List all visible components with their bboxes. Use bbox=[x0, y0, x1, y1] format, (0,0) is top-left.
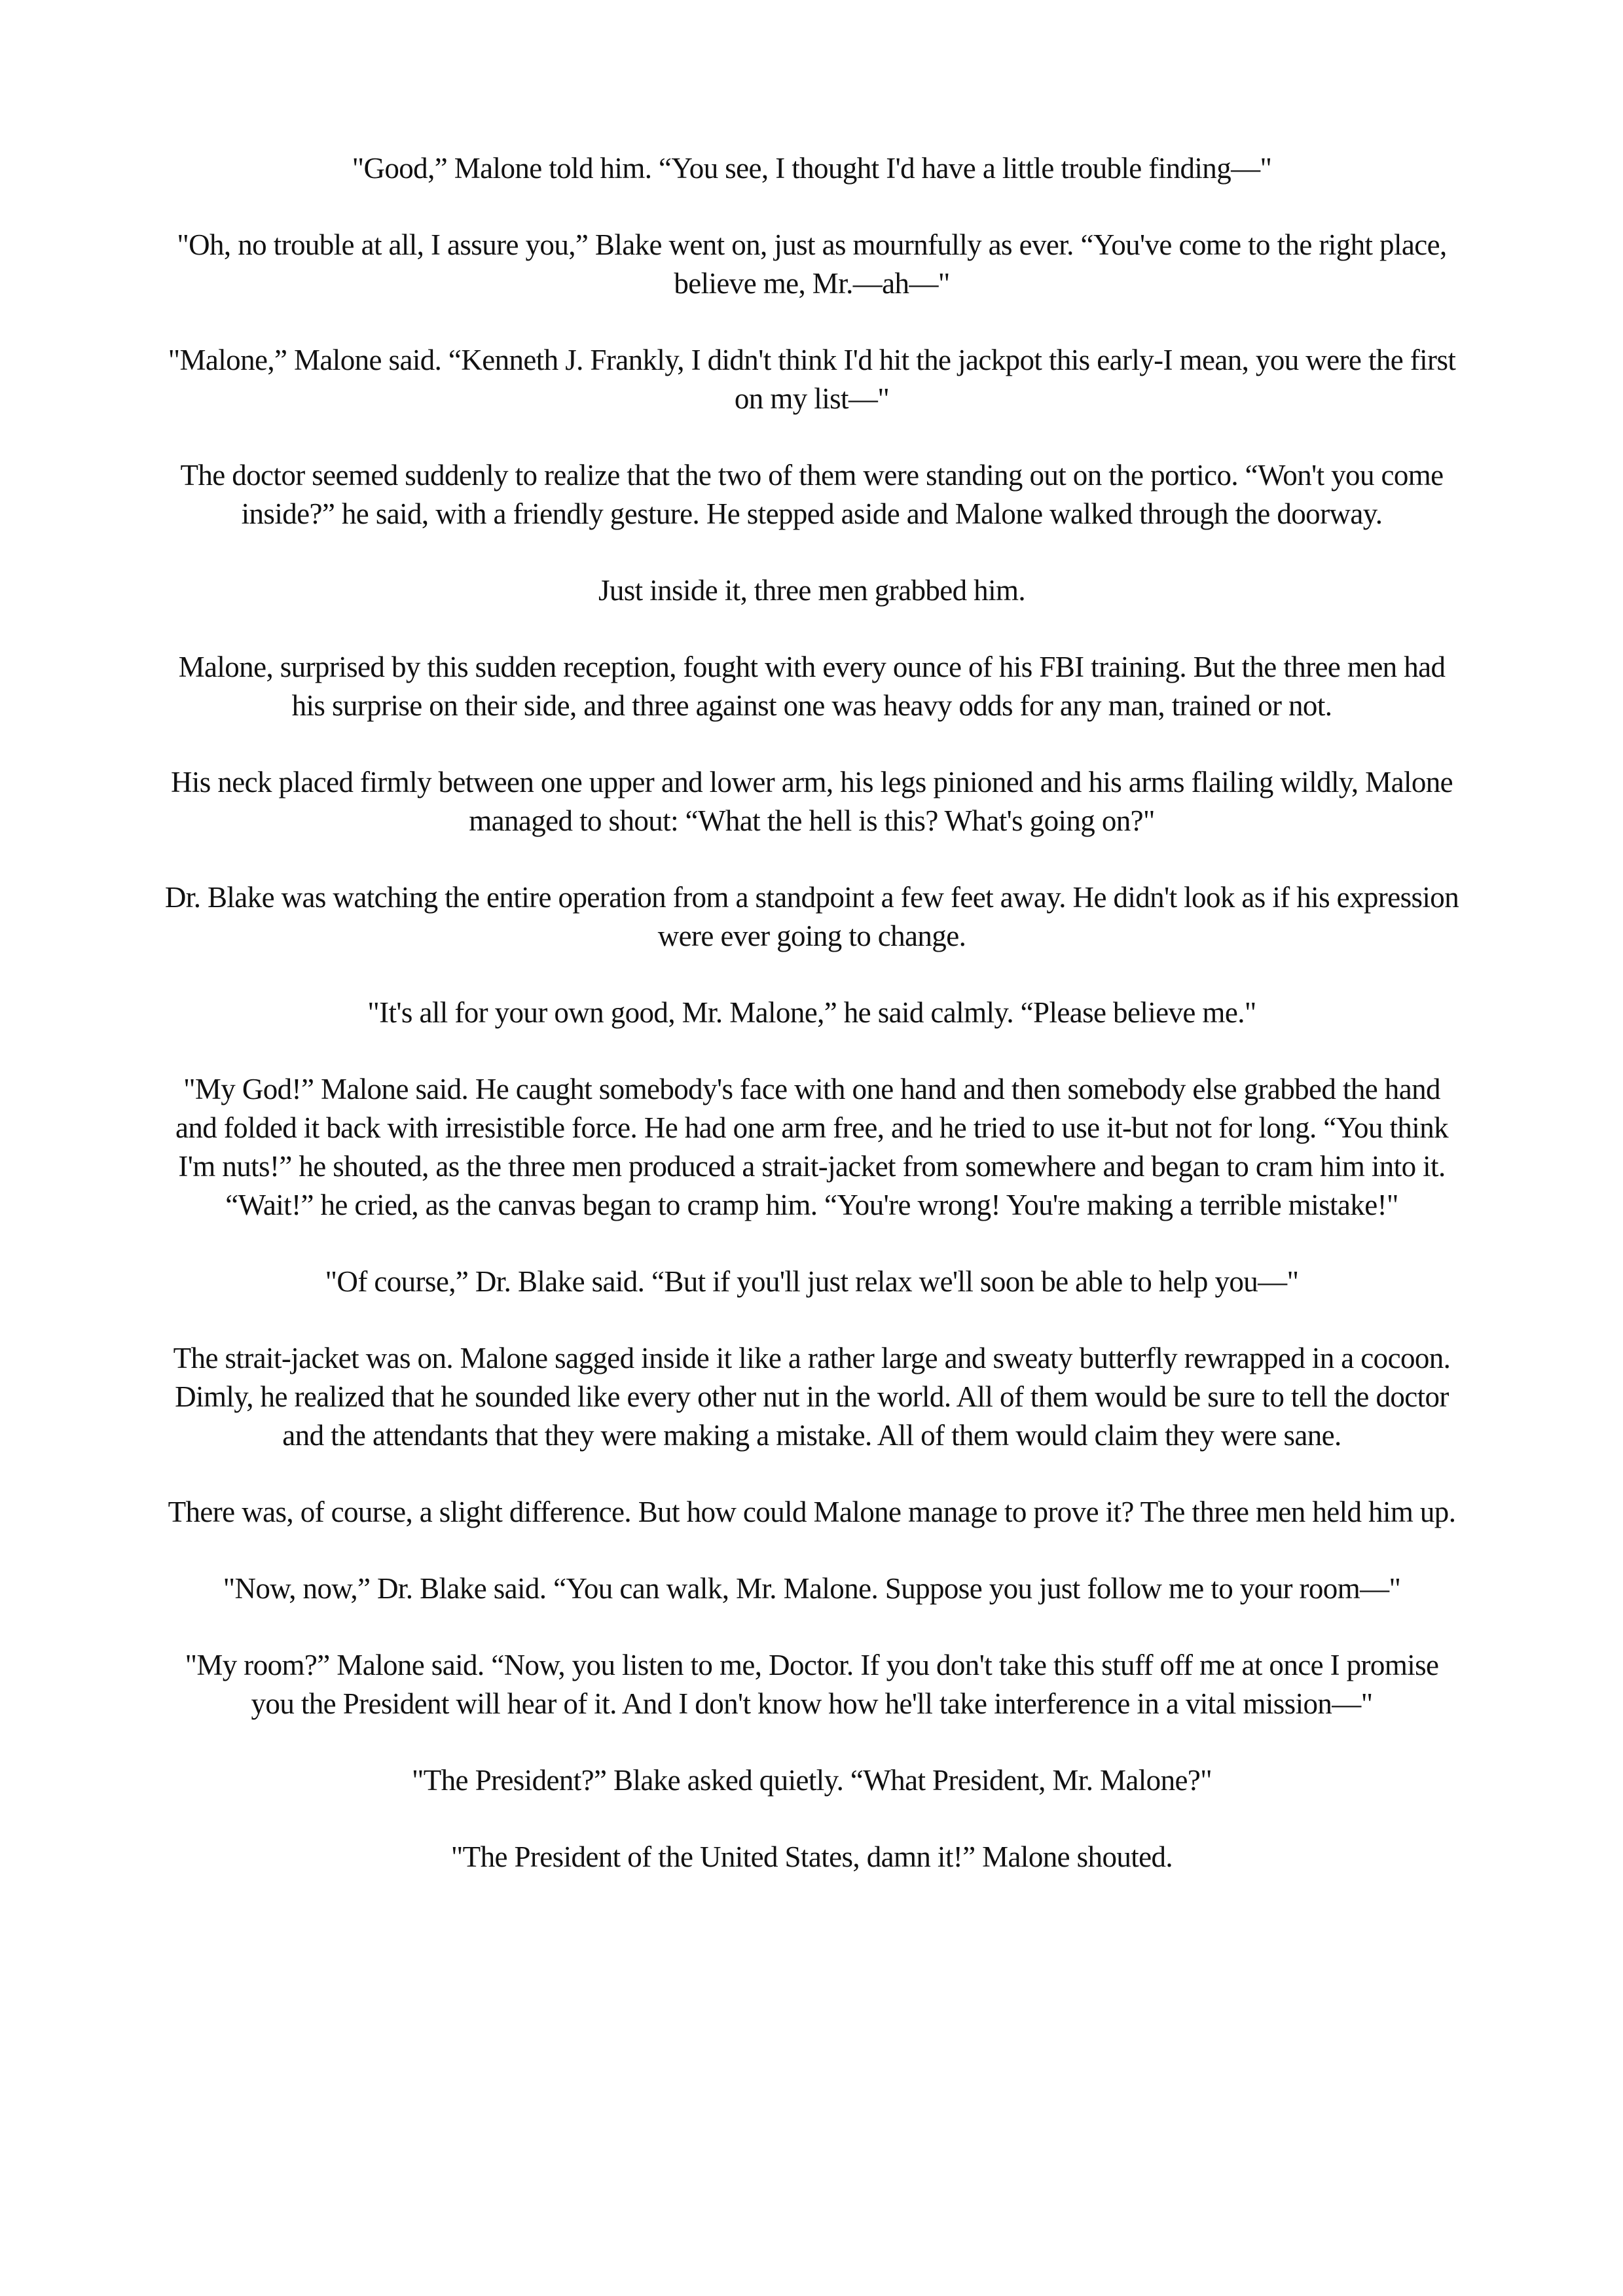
paragraph: His neck placed firmly between one upper and lower arm, his legs pinioned and his arms flailing wildly, Malone managed to shout: “What the hell is this? What's going on?" bbox=[170, 766, 1453, 837]
paragraph: "The President of the United States, damn it!” Malone shouted. bbox=[450, 1840, 1173, 1873]
paragraph: "It's all for your own good, Mr. Malone,” he said calmly. “Please believe me." bbox=[367, 996, 1256, 1029]
paragraph: "The President?” Blake asked quietly. “What President, Mr. Malone?" bbox=[412, 1764, 1212, 1797]
paragraph: "Of course,” Dr. Blake said. “But if you'll just relax we'll soon be able to help you—" bbox=[325, 1265, 1299, 1298]
paragraph: Dr. Blake was watching the entire operation from a standpoint a few feet away. He didn't look as if his expression were ever going to change. bbox=[164, 881, 1459, 952]
paragraph: There was, of course, a slight difference. But how could Malone manage to prove it? The three men held him up. bbox=[168, 1496, 1456, 1528]
paragraph: The strait-jacket was on. Malone sagged inside it like a rather large and sweaty butterfly rewrapped in a cocoon. Dimly, he realized that he sounded like every other nut in the world. All of them would be sure to tell the doctor and the attendants that they were making a mistake. All of them would claim they were sane. bbox=[173, 1342, 1451, 1452]
paragraph: "Now, now,” Dr. Blake said. “You can walk, Mr. Malone. Suppose you just follow me to your room—" bbox=[223, 1572, 1401, 1605]
paragraph: "My God!” Malone said. He caught somebody's face with one hand and then somebody else grabbed the hand and folded it back with irresistible force. He had one arm free, and he tried to use it-but not for long. “You think I'm nuts!” he shouted, as the three men produced a strait-jacket from somewhere and began to cram him into it. “Wait!” he cried, as the canvas began to cramp him. “You're wrong! You're making a terrible mistake!" bbox=[175, 1073, 1449, 1221]
paragraph: "Malone,” Malone said. “Kenneth J. Frankly, I didn't think I'd hit the jackpot this early-I mean, you were the first on my list—" bbox=[168, 344, 1456, 415]
paragraph: Malone, surprised by this sudden reception, fought with every ounce of his FBI training. But the three men had his surprise on their side, and three against one was heavy odds for any man, trained or not. bbox=[178, 651, 1446, 722]
paragraph: "Good,” Malone told him. “You see, I thought I'd have a little trouble finding—" bbox=[352, 152, 1272, 185]
document-body bbox=[164, 149, 1460, 1914]
paragraph: Just inside it, three men grabbed him. bbox=[598, 574, 1026, 607]
paragraph: "Oh, no trouble at all, I assure you,” Blake went on, just as mournfully as ever. “You've come to the right place, believe me, Mr.—ah—" bbox=[177, 228, 1447, 300]
paragraph: The doctor seemed suddenly to realize that the two of them were standing out on the portico. “Won't you come inside?” he said, with a friendly gesture. He stepped aside and Malone walked through the doorway. bbox=[180, 459, 1444, 530]
paragraph: "My room?” Malone said. “Now, you listen to me, Doctor. If you don't take this stuff off me at once I promise you the President will hear of it. And I don't know how he'll take interference in a vital mission—" bbox=[185, 1649, 1439, 1720]
